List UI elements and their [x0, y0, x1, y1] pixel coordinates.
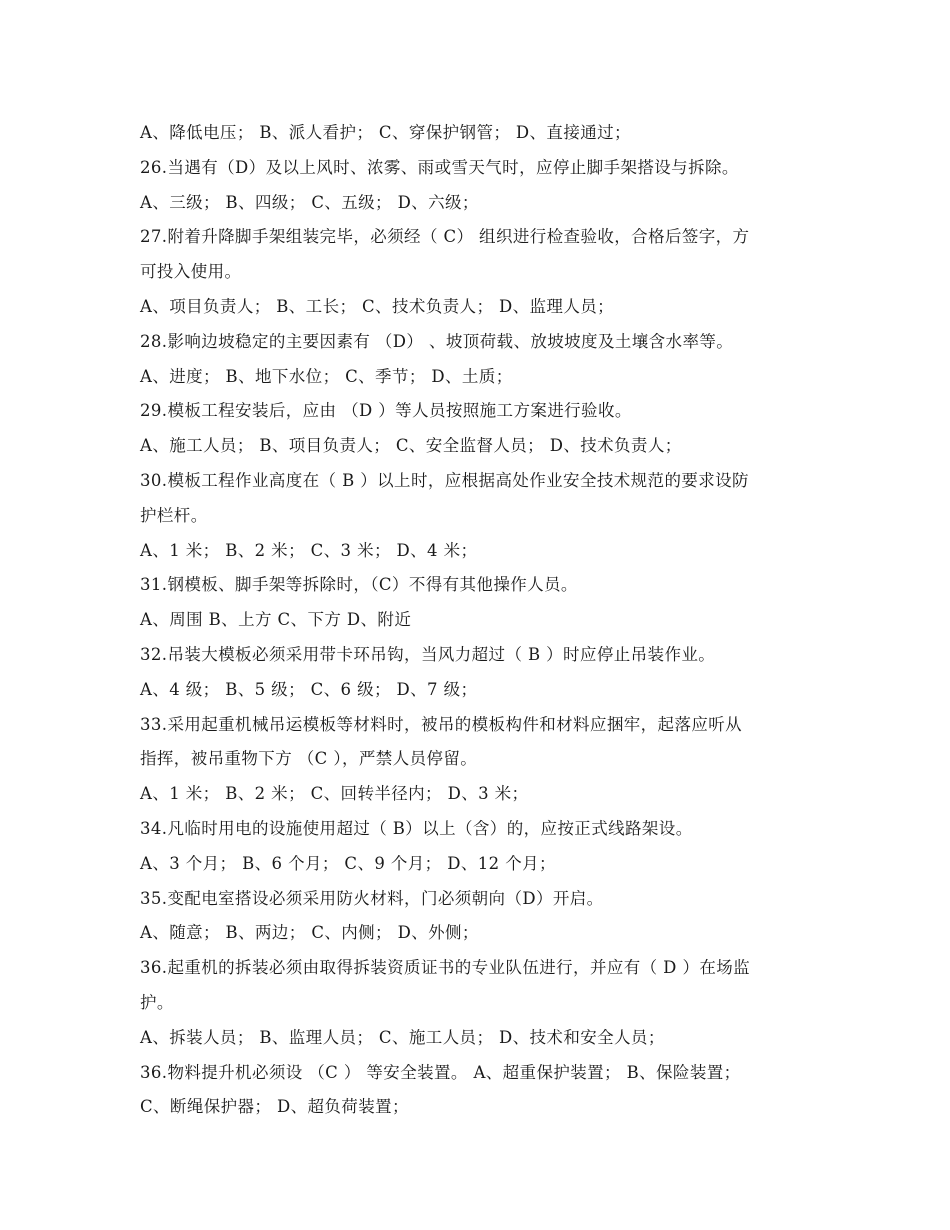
question-36b: 36.物料提升机必须设 （C ） 等安全装置。 A、超重保护装置； B、保险装置； [140, 1062, 741, 1082]
question-30: 30.模板工程作业高度在（ B ）以上时，应根据高处作业安全技术规范的要求设防 [140, 470, 749, 490]
answer-options-35: A、随意； B、两边； C、内侧； D、外侧； [140, 923, 479, 943]
answer-options-27: A、项目负责人； B、工长； C、技术负责人； D、监理人员； [140, 296, 615, 316]
question-26: 26.当遇有（D）及以上风时、浓雾、雨或雪天气时，应停止脚手架搭设与拆除。 [140, 157, 739, 177]
answer-options-28: A、进度； B、地下水位； C、季节； D、土质； [140, 366, 513, 386]
question-35: 35.变配电室搭设必须采用防火材料，门必须朝向（D）开启。 [140, 888, 604, 908]
answer-options-34: A、3 个月； B、6 个月； C、9 个月； D、12 个月； [140, 853, 556, 873]
question-36a: 36.起重机的拆装必须由取得拆装资质证书的专业队伍进行，并应有（ D ）在场监 [140, 958, 751, 978]
document-body [140, 116, 820, 1125]
question-29: 29.模板工程安装后，应由 （D ）等人员按照施工方案进行验收。 [140, 401, 632, 421]
answer-options-36b: C、断绳保护器； D、超负荷装置； [140, 1097, 409, 1117]
answer-options-26: A、三级； B、四级； C、五级； D、六级； [140, 192, 479, 212]
answer-options-30: A、1 米； B、2 米； C、3 米； D、4 米； [140, 540, 478, 560]
question-30-continued: 护栏杆。 [140, 505, 208, 525]
question-27-continued: 可投入使用。 [140, 262, 242, 282]
answer-options-29: A、施工人员； B、项目负责人； C、安全监督人员； D、技术负责人； [140, 436, 682, 456]
question-32: 32.吊装大模板必须采用带卡环吊钩，当风力超过（ B ）时应停止吊装作业。 [140, 644, 716, 664]
question-31: 31.钢模板、脚手架等拆除时，（C）不得有其他操作人员。 [140, 575, 578, 595]
answer-options-33: A、1 米； B、2 米； C、回转半径内； D、3 米； [140, 784, 529, 804]
answer-options-31: A、周围 B、上方 C、下方 D、附近 [140, 610, 412, 630]
question-36a-continued: 护。 [140, 992, 174, 1012]
question-28: 28.影响边坡稳定的主要因素有 （D） 、坡顶荷载、放坡坡度及土壤含水率等。 [140, 331, 734, 351]
question-33-continued: 指挥，被吊重物下方 （C ），严禁人员停留。 [140, 749, 478, 769]
answer-options-32: A、4 级； B、5 级； C、6 级； D、7 级； [140, 679, 478, 699]
question-27: 27.附着升降脚手架组装完毕，必须经（ C） 组织进行检查验收，合格后签字，方 [140, 227, 750, 247]
question-33: 33.采用起重机械吊运模板等材料时，被吊的模板构件和材料应捆牢，起落应听从 [140, 714, 743, 734]
question-34: 34.凡临时用电的设施使用超过（ B）以上（含）的，应按正式线路架设。 [140, 818, 693, 838]
answer-options-36a: A、拆装人员； B、监理人员； C、施工人员； D、技术和安全人员； [140, 1027, 665, 1047]
answer-options-line: A、降低电压； B、派人看护； C、穿保护钢管； D、直接通过； [140, 123, 631, 142]
